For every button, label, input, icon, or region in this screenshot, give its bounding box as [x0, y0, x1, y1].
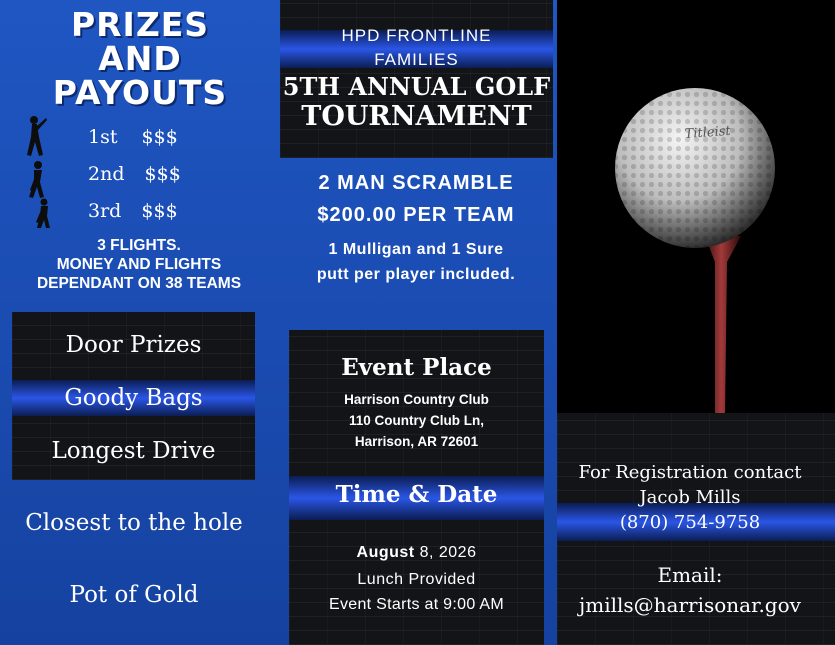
event-date — [289, 544, 544, 562]
extras-panel — [12, 312, 255, 480]
prize-place: 2nd — [88, 163, 125, 185]
tournament-title — [280, 72, 553, 132]
event-address-line-3: Harrison, AR 72601 — [354, 434, 479, 449]
event-lunch: Lunch Provided — [357, 571, 476, 588]
org-name — [280, 24, 553, 72]
email-label: Email: — [657, 563, 723, 587]
golfer-address-icon — [24, 160, 50, 200]
prize-row-3 — [88, 200, 178, 222]
tournament-title-line-2: TOURNAMENT — [301, 101, 532, 132]
format-type: 2 MAN SCRAMBLE — [318, 172, 514, 194]
event-address-line-2: 110 Country Club Ln, — [348, 413, 484, 428]
event-address-line-1: Harrison Country Club — [344, 392, 489, 407]
org-name-line-2: FAMILIES — [374, 50, 459, 69]
event-place-heading: Event Place — [341, 354, 492, 381]
extras-closest-to-hole: Closest to the hole — [25, 510, 243, 536]
prizes-title-line-2: AND — [98, 39, 182, 78]
time-date-heading: Time & Date — [335, 481, 498, 508]
flights-note — [4, 236, 274, 293]
prizes-title-line-3: PAYOUTS — [52, 73, 228, 112]
prize-amount: $$$ — [141, 200, 178, 222]
event-panel — [289, 330, 544, 645]
golfer-swing-icon — [22, 115, 48, 159]
prizes-title-line-1: PRIZES — [70, 5, 210, 44]
registration-info — [557, 460, 823, 535]
prize-place: 1st — [88, 126, 118, 148]
event-start: Event Starts at 9:00 AM — [329, 596, 504, 613]
prize-row-2 — [88, 163, 181, 185]
registration-contact-name: Jacob Mills — [639, 487, 741, 508]
flights-line-3: DEPENDANT ON 38 TEAMS — [36, 275, 242, 292]
golf-ball-brand: Titleist — [684, 123, 732, 142]
registration-panel — [557, 413, 835, 645]
registration-line-1: For Registration contact — [578, 462, 802, 483]
org-name-line-1: HPD FRONTLINE — [341, 26, 492, 45]
event-address — [289, 389, 544, 452]
golfer-putt-icon — [33, 198, 55, 230]
prize-row-1 — [88, 126, 178, 148]
prize-amount: $$$ — [141, 126, 178, 148]
extras-pot-of-gold: Pot of Gold — [69, 582, 199, 608]
flights-line-1: 3 FLIGHTS. — [97, 237, 181, 254]
tournament-title-line-1: 5TH ANNUAL GOLF — [282, 72, 551, 101]
event-date-month: August — [356, 544, 415, 561]
format-price: $200.00 PER TEAM — [317, 204, 515, 226]
header-panel — [280, 0, 553, 158]
registration-phone-link[interactable]: (870) 754-9758 — [619, 512, 761, 533]
prizes-title — [30, 5, 250, 112]
format-includes — [278, 237, 554, 287]
format-includes-line-1: 1 Mulligan and 1 Sure — [328, 241, 504, 258]
golf-ball-icon — [557, 0, 835, 413]
extras-item-longest-drive: Longest Drive — [51, 438, 216, 464]
extras-item-goody-bags: Goody Bags — [64, 385, 203, 411]
flights-line-2: MONEY AND FLIGHTS — [56, 256, 222, 273]
extras-item-door-prizes: Door Prizes — [65, 332, 202, 358]
format-includes-line-2: putt per player included. — [316, 266, 516, 283]
prize-amount: $$$ — [144, 163, 181, 185]
email-link[interactable]: jmills@harrisonar.gov — [579, 593, 801, 617]
event-date-day: 8, 2026 — [414, 544, 477, 561]
prize-place: 3rd — [88, 200, 122, 222]
golf-ball-photo — [557, 0, 835, 413]
